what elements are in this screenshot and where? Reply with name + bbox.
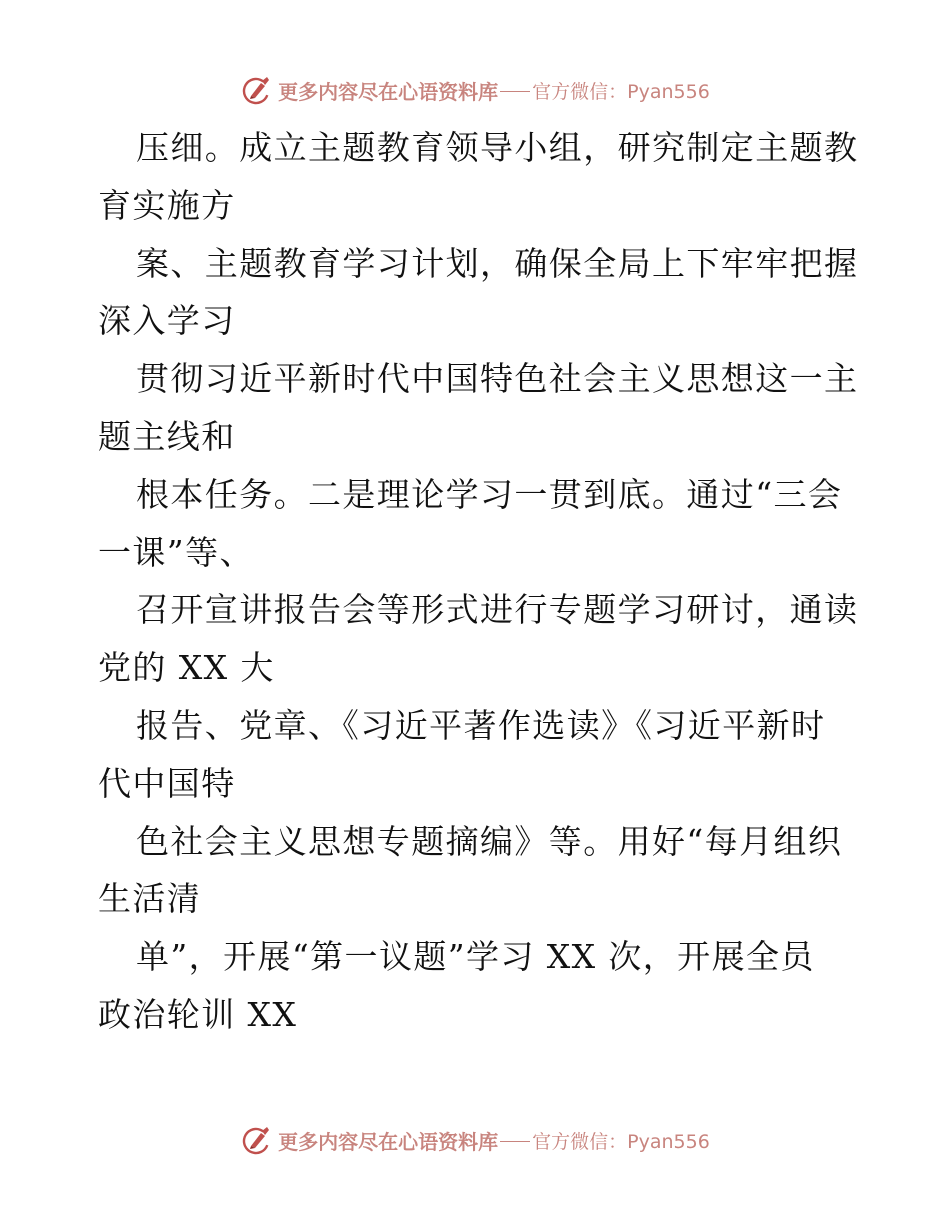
- body-line: 题主线和: [98, 416, 236, 456]
- body-line: 色社会主义思想专题摘编》等。用好“每月组织: [136, 821, 843, 861]
- body-line: 贯彻习近平新时代中国特色社会主义思想这一主: [136, 359, 859, 399]
- body-line: 召开宣讲报告会等形式进行专题学习研讨，通读: [136, 590, 859, 630]
- body-line: 生活清: [98, 879, 202, 919]
- body-line: 深入学习: [98, 301, 236, 341]
- banner-dash: [500, 91, 530, 92]
- document-body: [98, 119, 858, 1044]
- body-line: 压细。成立主题教育领导小组，研究制定主题教: [136, 128, 859, 167]
- banner-wechat-id: 官方微信：Pyan556: [532, 1130, 710, 1153]
- body-line: 案、主题教育学习计划，确保全局上下牢牢把握: [136, 243, 859, 283]
- banner-dash: [500, 1141, 530, 1142]
- header-banner: [0, 70, 950, 110]
- footer-banner: [0, 1120, 950, 1160]
- body-line: 一课”等、: [98, 532, 254, 572]
- banner-wechat-id: 官方微信：Pyan556: [532, 80, 710, 103]
- pen-nib-circle-logo-icon: [240, 73, 274, 107]
- banner-site-name: 更多内容尽在心语资料库: [278, 1129, 499, 1154]
- body-line: 单”，开展“第一议题”学习 XX 次，开展全员: [136, 937, 815, 977]
- pen-nib-circle-logo-icon: [240, 1123, 274, 1157]
- body-line: 代中国特: [98, 763, 236, 803]
- body-line: 根本任务。二是理论学习一贯到底。通过“三会: [136, 474, 843, 514]
- body-line: 党的 XX 大: [98, 648, 275, 688]
- body-line: 育实施方: [98, 185, 236, 225]
- banner-site-name: 更多内容尽在心语资料库: [278, 79, 499, 104]
- body-line: 政治轮训 XX: [98, 994, 298, 1034]
- body-line: 报告、党章、《习近平著作选读》《习近平新时: [136, 705, 826, 745]
